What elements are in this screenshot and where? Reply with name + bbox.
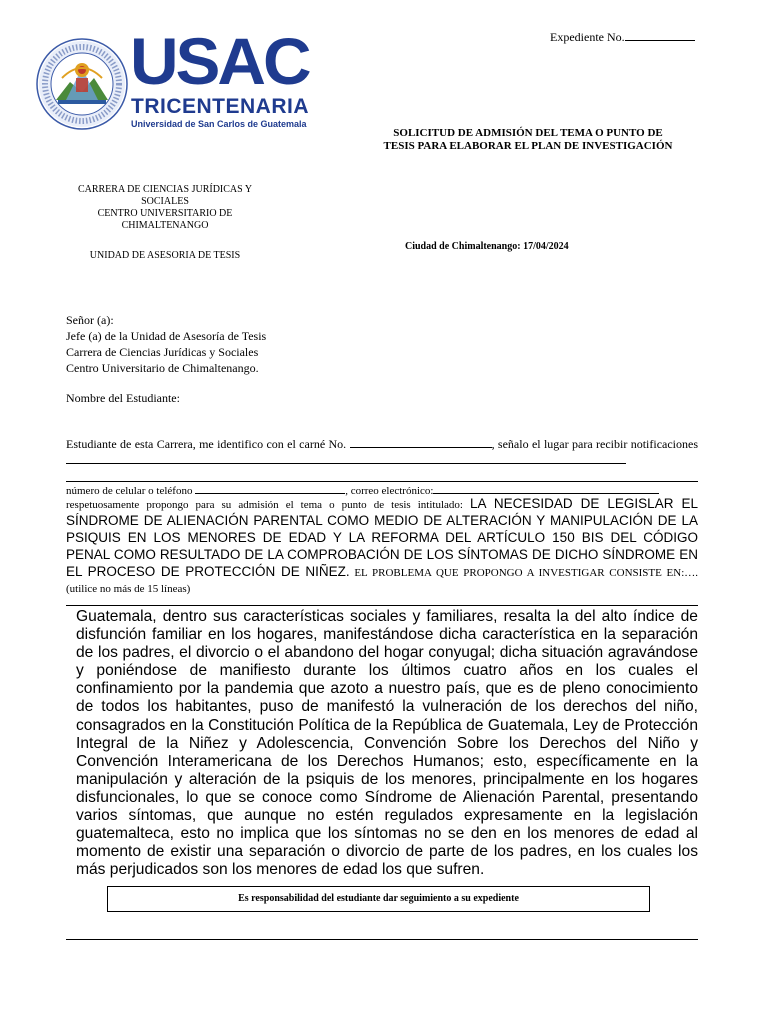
expediente-blank <box>625 29 695 41</box>
divider-line <box>66 605 698 606</box>
unidad-label: UNIDAD DE ASESORIA DE TESIS <box>89 250 241 261</box>
notificaciones-text: , señalo el lugar para recibir notificaciones <box>491 437 698 451</box>
university-name-text: Universidad de San Carlos de Guatemala <box>131 119 307 129</box>
carrera-block <box>70 184 260 232</box>
usac-logo-text: USAC <box>130 24 309 98</box>
thesis-topic: LA NECESIDAD DE LEGISLAR EL SÍNDROME DE ALIENACIÓN PARENTAL COMO MEDIO DE ALTERACIÓN Y MANIPULACIÓN DE LA PSIQUIS EN LOS MENORES DE EDAD Y LA REFORMA DEL ARTÍCULO 150 BIS DEL CÓDIGO PENAL COMO RESULTADO DE LA COMPROBACIÓN DE LOS SÍNTOMAS DE DICHO SÍNDROME EN EL PROCESO DE PROTECCIÓN DE NIÑEZ. <box>66 496 698 579</box>
phone-label: número de celular o teléfono <box>66 485 193 497</box>
problem-description: Guatemala, dentro sus características sociales y familiares, resalta la del alto índice de disfunción familiar en los hogares, manifestándose dicha característica en la separación de los padres, el divorcio o el abandono del hogar conyugal; dicha situación agravándose y poniéndose de manifiesto durante los últimos cuatro años en los cuales el confinamiento por la pandemia que azoto a nuestro país, que es de pleno conocimiento de todos los habitantes, puso de manifestó la vulneración de los derechos del niño, consagrados en la Constitución Política de la República de Guatemala, Ley de Protección Integral de la Niñez y Adolescencia, Convención Sobre los Derechos del Niño y Convención Interamericana de los Derechos Humanos; esto, específicamente en la manipulación y alteración de la psiquis de los menores, principalmente en los hogares disfuncionales, lo que se conoce como Síndrome de Alienación Parental, presentando varios síntomas, que aunque no estén regulados expresamente en la legislación guatemalteca, esto no implica que los síntomas no se den en los menores de edad al momento de existir una separación o divorcio de parte de los padres, en los cuales los más perjudicados son los menores de edad los que sufren. <box>76 608 698 879</box>
email-field[interactable] <box>433 482 659 494</box>
notificaciones-field[interactable] <box>66 452 626 464</box>
contact-line <box>66 482 700 497</box>
identification-paragraph <box>66 436 698 468</box>
carne-field[interactable] <box>350 436 492 448</box>
university-seal-icon <box>36 38 128 130</box>
email-label: , correo electrónico: <box>345 485 434 497</box>
tricentenaria-logo-text: TRICENTENARIA <box>131 95 309 118</box>
ciudad-fecha: Ciudad de Chimaltenango: 17/04/2024 <box>405 241 569 252</box>
addressee-line: Jefe (a) de la Unidad de Asesoría de Tesis <box>66 329 267 343</box>
carrera-name: CARRERA DE CIENCIAS JURÍDICAS Y SOCIALES <box>77 184 253 207</box>
addressee-line: Centro Universitario de Chimaltenango. <box>66 361 259 375</box>
addressee-block <box>66 312 266 376</box>
responsibility-notice: Es responsabilidad del estudiante dar seguimiento a su expediente <box>107 886 650 912</box>
addressee-line: Señor (a): <box>66 313 114 327</box>
expediente-label: Expediente No. <box>550 30 625 44</box>
proposal-label: respetuosamente propongo para su admisión el tema o punto de tesis intitulado: <box>66 499 463 511</box>
addressee-line: Carrera de Ciencias Jurídicas y Sociales <box>66 345 259 359</box>
student-name-label: Nombre del Estudiante: <box>66 391 180 405</box>
identification-text: Estudiante de esta Carrera, me identifico con el carné No. <box>66 437 347 451</box>
proposal-paragraph <box>66 496 698 597</box>
bottom-divider-line <box>66 939 698 940</box>
phone-field[interactable] <box>195 482 345 494</box>
problem-label: EL PROBLEMA QUE PROPONGO A INVESTIGAR CONSISTE EN:….(utilice no más de 15 líneas) <box>66 567 698 595</box>
centro-name: CENTRO UNIVERSITARIO DE CHIMALTENANGO <box>97 208 233 231</box>
expediente-number <box>550 29 695 45</box>
form-title: SOLICITUD DE ADMISIÓN DEL TEMA O PUNTO DE TESIS PARA ELABORAR EL PLAN DE INVESTIGACIÓN <box>383 127 673 152</box>
